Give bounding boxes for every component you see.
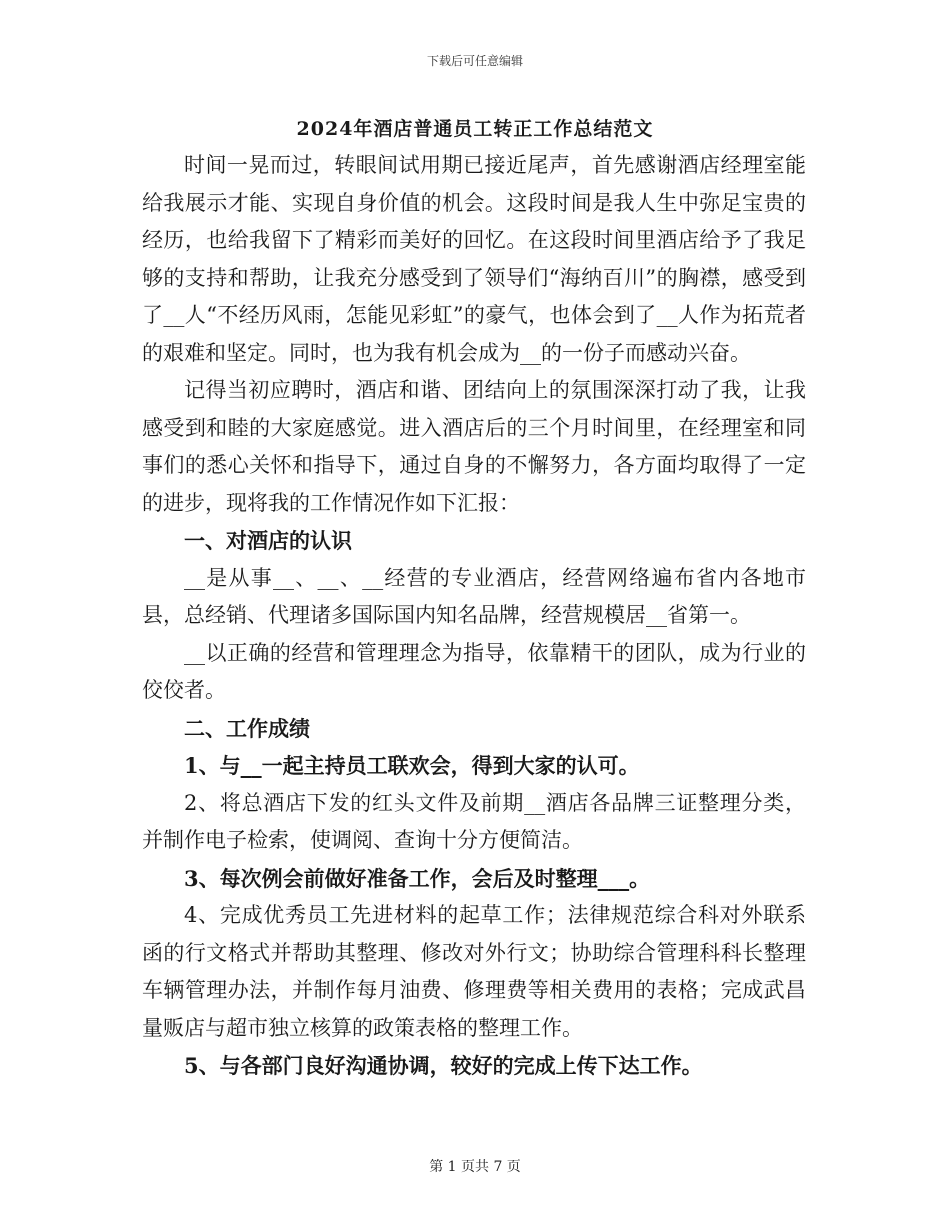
paragraph-recall: 记得当初应聘时，酒店和谐、团结向上的氛围深深打动了我，让我感受到和睦的大家庭感觉。进入酒店后的三个月时间里，在经理室和同事们的悉心关怀和指导下，通过自身的不懈努力，各方面均取得了一定的进步，现将我的工作情况作如下汇报：	[142, 378, 806, 515]
paragraph-company-philosophy: __以正确的经营和管理理念为指导，依靠精干的团队，成为行业的佼佼者。	[142, 640, 806, 702]
achievement-item-3: 3、每次例会前做好准备工作，会后及时整理___。	[184, 865, 651, 891]
section-heading-understanding: 一、对酒店的认识	[184, 528, 352, 553]
achievement-item-4: 4、完成优秀员工先进材料的起草工作；法律规范综合科对外联系函的行文格式并帮助其整理、修改对外行文；协助综合管理科科长整理车辆管理办法，并制作每月油费、修理费等相关费用的表格；完成武昌量贩店与超市独立核算的政策表格的整理工作。	[142, 903, 806, 1040]
page-number-footer: 第 1 页共 7 页	[429, 1159, 521, 1175]
document-body	[142, 147, 806, 1085]
section-heading-achievements: 二、工作成绩	[184, 715, 310, 741]
paragraph-intro: 时间一晃而过，转眼间试用期已接近尾声，首先感谢酒店经理室能给我展示才能、实现自身价值的机会。这段时间是我人生中弥足宝贵的经历，也给我留下了精彩而美好的回忆。在这段时间里酒店给予了我足够的支持和帮助，让我充分感受到了领导们“海纳百川”的胸襟，感受到了__人“不经历风雨，怎能见彩虹”的豪气，也体会到了__人作为拓荒者的艰难和坚定。同时，也为我有机会成为__的一份子而感动兴奋。	[142, 153, 806, 365]
achievement-item-1: 1、与__一起主持员工联欢会，得到大家的认可。	[184, 753, 640, 778]
header-note: 下载后可任意编辑	[426, 54, 523, 68]
achievement-item-2: 2、将总酒店下发的红头文件及前期__酒店各品牌三证整理分类，并制作电子检索，使调阅、查询十分方便简洁。	[142, 790, 806, 852]
achievement-item-5: 5、与各部门良好沟通协调，较好的完成上传下达工作。	[184, 1053, 703, 1078]
paragraph-company-overview: __是从事__、__、__经营的专业酒店，经营网络遍布省内各地市县，总经销、代理诸多国际国内知名品牌，经营规模居__省第一。	[142, 565, 806, 627]
document-title: 2024年酒店普通员工转正工作总结范文	[296, 118, 654, 140]
